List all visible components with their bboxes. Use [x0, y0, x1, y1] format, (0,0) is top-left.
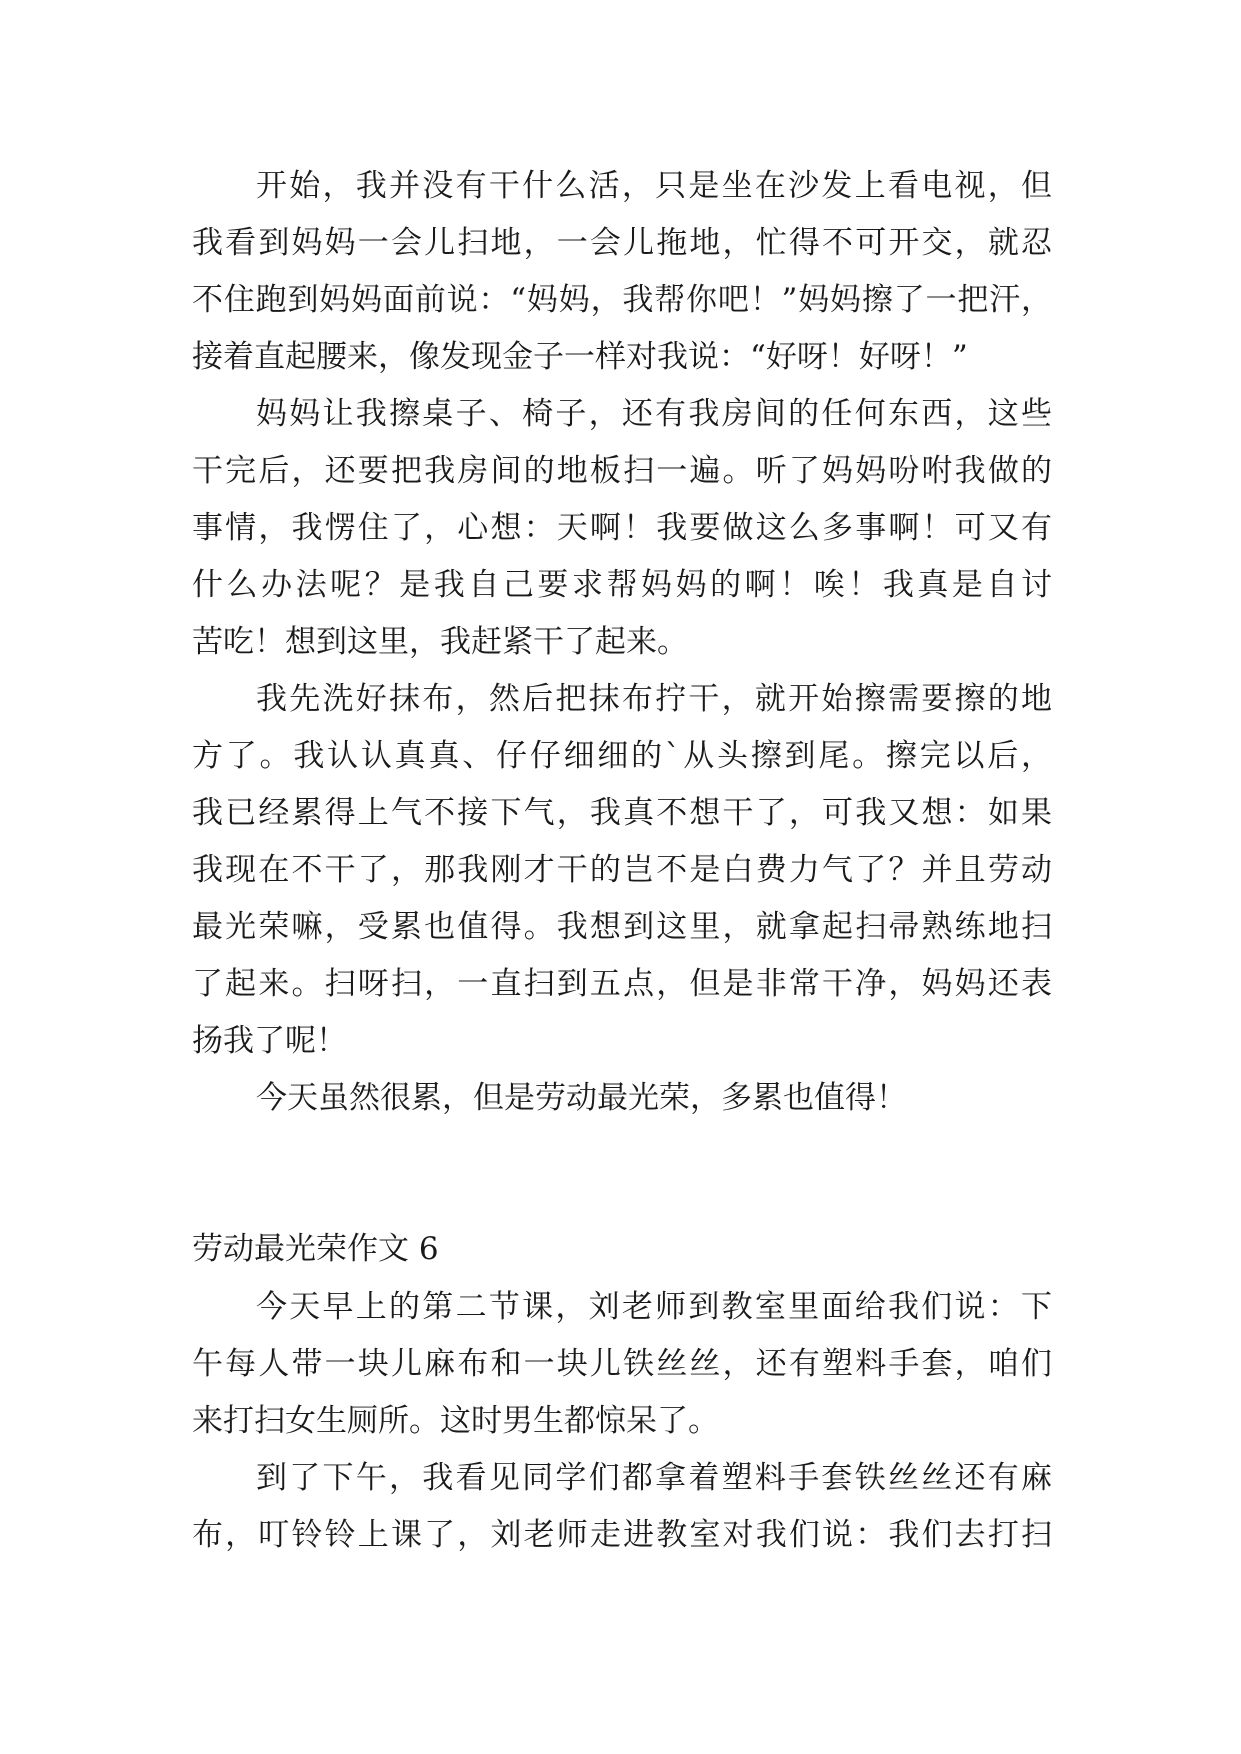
- paragraph-2-line-4: 什么办法呢？是我自己要求帮妈妈的啊！唉！我真是自讨: [192, 567, 1052, 603]
- paragraph-2-line-2: 干完后，还要把我房间的地板扫一遍。听了妈妈吩咐我做的: [192, 453, 1052, 489]
- paragraph-1-line-2: 我看到妈妈一会儿扫地，一会儿拖地，忙得不可开交，就忍: [192, 225, 1052, 261]
- section-heading: 劳动最光荣作文 6: [192, 1231, 439, 1267]
- paragraph-3-line-3: 我已经累得上气不接下气，我真不想干了，可我又想：如果: [192, 795, 1052, 831]
- paragraph-1-line-3: 不住跑到妈妈面前说：“妈妈，我帮你吧！”妈妈擦了一把汗，: [192, 282, 1052, 318]
- section-paragraph-2-line-1: 到了下午，我看见同学们都拿着塑料手套铁丝丝还有麻: [256, 1460, 1052, 1496]
- paragraph-3-line-4: 我现在不干了，那我刚才干的岂不是白费力气了？并且劳动: [192, 852, 1052, 888]
- section-paragraph-1-line-3: 来打扫女生厕所。这时男生都惊呆了。: [192, 1403, 719, 1439]
- paragraph-2-line-5: 苦吃！想到这里，我赶紧干了起来。: [192, 624, 688, 660]
- paragraph-1-line-1: 开始，我并没有干什么活，只是坐在沙发上看电视，但: [256, 168, 1052, 204]
- section-paragraph-2-line-2: 布，叮铃铃上课了，刘老师走进教室对我们说：我们去打扫: [192, 1517, 1052, 1553]
- paragraph-4-line-1: 今天虽然很累，但是劳动最光荣，多累也值得！: [256, 1080, 907, 1116]
- paragraph-3-line-7: 扬我了呢！: [192, 1023, 347, 1059]
- section-paragraph-1-line-1: 今天早上的第二节课，刘老师到教室里面给我们说：下: [256, 1289, 1052, 1325]
- section-paragraph-1-line-2: 午每人带一块儿麻布和一块儿铁丝丝，还有塑料手套，咱们: [192, 1346, 1052, 1382]
- paragraph-3-line-5: 最光荣嘛，受累也值得。我想到这里，就拿起扫帚熟练地扫: [192, 909, 1052, 945]
- paragraph-2-line-1: 妈妈让我擦桌子、椅子，还有我房间的任何东西，这些: [256, 396, 1052, 432]
- paragraph-3-line-1: 我先洗好抹布，然后把抹布拧干，就开始擦需要擦的地: [256, 681, 1052, 717]
- paragraph-2-line-3: 事情，我愣住了，心想：天啊！我要做这么多事啊！可又有: [192, 510, 1052, 546]
- paragraph-3-line-6: 了起来。扫呀扫，一直扫到五点，但是非常干净，妈妈还表: [192, 966, 1052, 1002]
- paragraph-1-line-4: 接着直起腰来，像发现金子一样对我说：“好呀！好呀！”: [192, 339, 968, 375]
- paragraph-3-line-2: 方了。我认认真真、仔仔细细的`从头擦到尾。擦完以后，: [192, 738, 1052, 774]
